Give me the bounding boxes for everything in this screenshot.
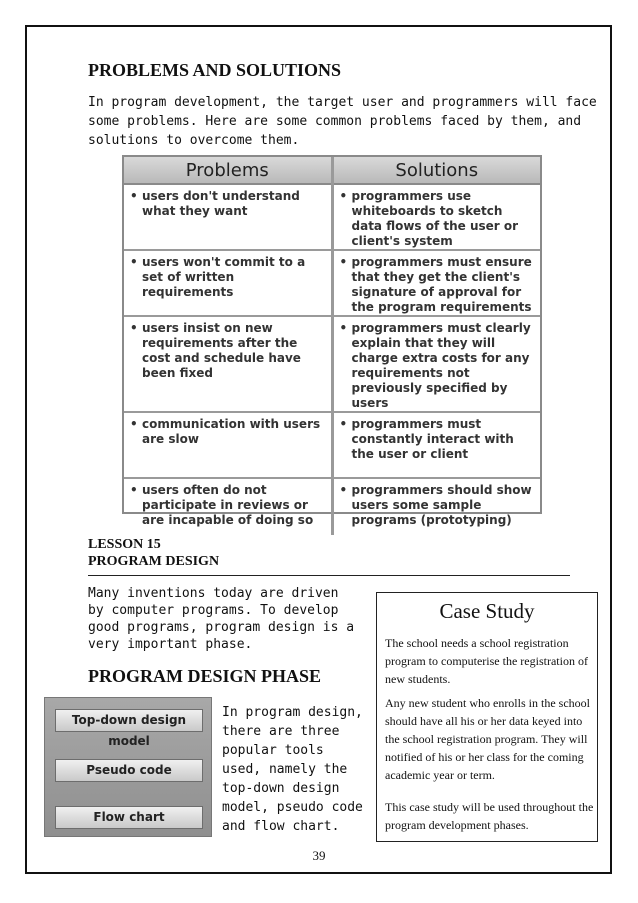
table-row <box>124 250 540 316</box>
bullet-icon: • <box>130 321 138 335</box>
case-study-box <box>376 592 598 842</box>
table-row <box>124 316 540 412</box>
problems-header: Problems <box>124 157 332 184</box>
intro-paragraph: In program development, the target user and programmers will face some problems. Here are some common problems faced by them, and solutions to overcome them. <box>88 95 597 148</box>
solution-text: programmers use whiteboards to sketch data flows of the user or client's system <box>351 189 519 248</box>
solution-text: programmers must constantly interact with the user or client <box>351 417 514 461</box>
design-phase-heading: PROGRAM DESIGN PHASE <box>88 666 322 686</box>
solution-text: programmers should show users some sample programs (prototyping) <box>351 483 532 527</box>
flow-chart-label: Flow chart <box>55 806 203 829</box>
bullet-icon: • <box>339 483 348 497</box>
solution-text: programmers must ensure that they get the client's signature of approval for the program requirements <box>351 255 532 314</box>
table-row <box>124 184 540 250</box>
page-number: 39 <box>312 848 326 863</box>
design-tools-panel <box>44 697 212 837</box>
problem-text: communication with users are slow <box>142 417 321 446</box>
problem-text: users won't commit to a set of written requirements <box>142 255 306 299</box>
problem-text: users insist on new requirements after the cost and schedule have been fixed <box>142 321 301 380</box>
design-intro-paragraph: Many inventions today are driven by computer programs. To develop good programs, program design is a very important phase. <box>88 586 355 652</box>
lesson-heading <box>88 536 219 570</box>
problem-text: users don't understand what they want <box>142 189 300 218</box>
bullet-icon: • <box>339 321 348 335</box>
bullet-icon: • <box>130 255 138 269</box>
table-row <box>124 412 540 478</box>
case-study-paragraph: This case study will be used throughout the program development phases. <box>385 800 594 832</box>
case-study-paragraph: Any new student who enrolls in the school should have all his or her data keyed into the school registration program. They will notified of his or her class for the coming academic year or term. <box>385 696 590 782</box>
bullet-icon: • <box>339 417 348 431</box>
solutions-header: Solutions <box>332 157 540 184</box>
bullet-icon: • <box>339 189 348 203</box>
table-row <box>124 478 540 535</box>
pseudo-code-label: Pseudo code <box>55 759 203 782</box>
bullet-icon: • <box>130 417 138 431</box>
case-study-title: Case Study <box>439 599 535 623</box>
case-study-paragraph: The school needs a school registration program to computerise the registration of new students. <box>385 636 588 686</box>
lesson-title: PROGRAM DESIGN <box>88 554 220 569</box>
problems-solutions-table <box>122 155 542 527</box>
bullet-icon: • <box>339 255 348 269</box>
section-heading: PROBLEMS AND SOLUTIONS <box>88 60 342 80</box>
design-tools-paragraph: In program design, there are three popular tools used, namely the top-down design model, pseudo code and flow chart. <box>222 705 363 834</box>
problem-text: users often do not participate in reviews or are incapable of doing so <box>142 483 314 527</box>
lesson-number: LESSON 15 <box>88 537 161 552</box>
divider <box>88 575 570 576</box>
bullet-icon: • <box>130 483 138 497</box>
solution-text: programmers must clearly explain that they will charge extra costs for any requirements not previously specified by users <box>351 321 531 410</box>
top-down-design-model-label: Top-down design model <box>55 709 203 732</box>
bullet-icon: • <box>130 189 138 203</box>
